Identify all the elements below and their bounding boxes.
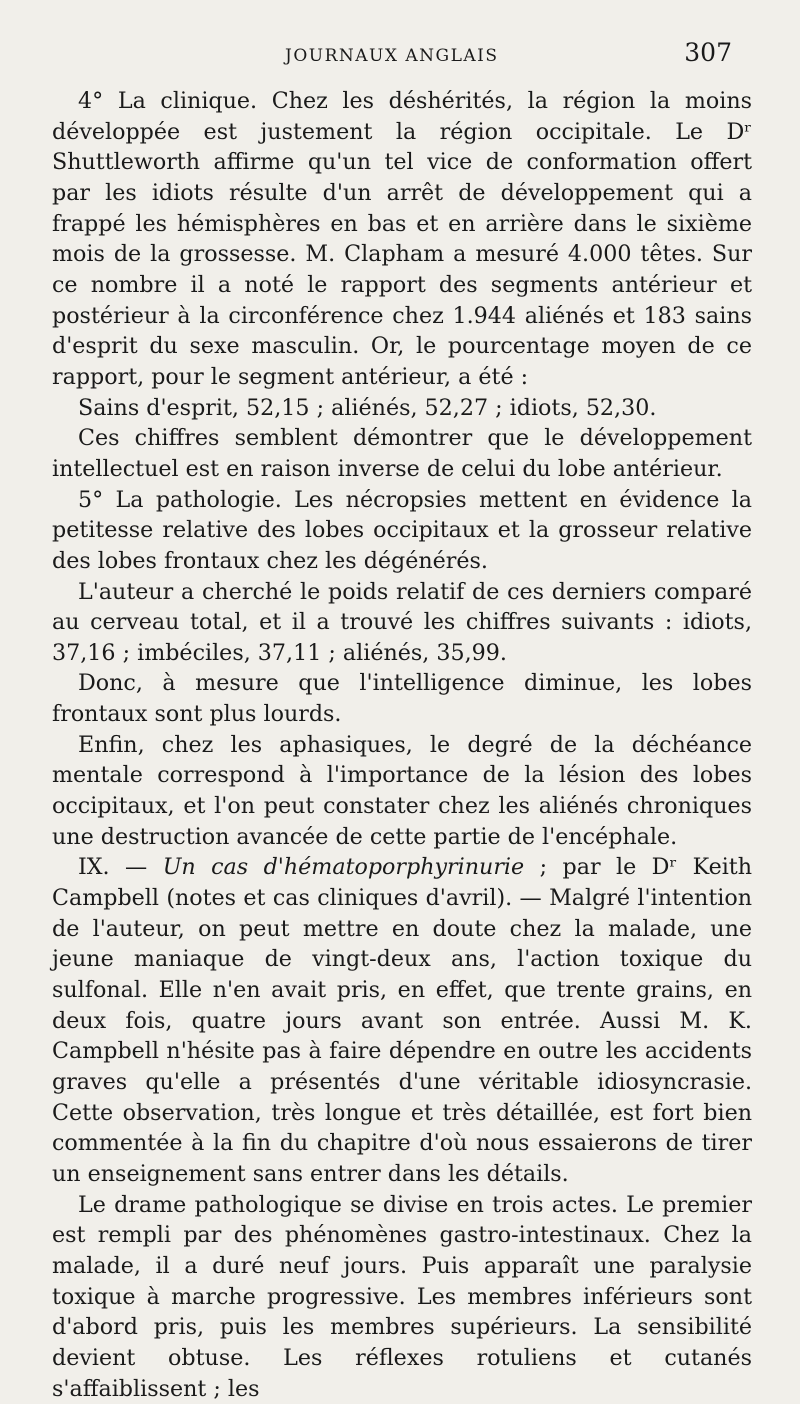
paragraph-section-ix (52, 852, 752, 1189)
page-number: 307 (684, 38, 732, 67)
paragraph-aphasiques: Enfin, chez les aphasiques, le degré de la déchéance mentale correspond à l'importance de la lésion des lobes occipitaux, et l'on peut constater chez les aliénés chroniques une destruction avancée de cette partie de l'encéphale. (52, 731, 752, 850)
paragraph-poids-relatif: L'auteur a cherché le poids relatif de ces derniers comparé au cerveau total, et il a trouvé les chiffres suivants : idiots, 37,16 ; imbéciles, 37,11 ; aliénés, 35,99. (52, 578, 752, 666)
paragraph-measurements: Sains d'esprit, 52,15 ; aliénés, 52,27 ; idiots, 52,30. (78, 394, 657, 421)
page-body (52, 86, 752, 1404)
paragraph-clinique: 4° La clinique. Chez les déshérités, la région la moins développée est justement la région occipitale. Le Dʳ Shuttleworth affirme qu'un tel vice de conformation offert par les idiots résulte d'un arrêt de développement qui a frappé les hémisphères en bas et en arrière dans le sixième mois de la grossesse. M. Clapham a mesuré 4.000 têtes. Sur ce nombre il a noté le rapport des segments antérieur et postérieur à la circonférence chez 1.944 aliénés et 183 sains d'esprit du sexe masculin. Or, le pourcentage moyen de ce rapport, pour le segment antérieur, a été : (52, 88, 752, 390)
paragraph-pathologie: 5° La pathologie. Les nécropsies mettent en évidence la petitesse relative des lobes occipitaux et la grosseur relative des lobes frontaux chez les dégénérés. (52, 486, 752, 574)
paragraph-drame-pathologique: Le drame pathologique se divise en trois actes. Le premier est rempli par des phénomènes gastro-intestinaux. Chez la malade, il a duré neuf jours. Puis apparaît une paralysie toxique à marche progressive. Les membres inférieurs sont d'abord pris, puis les membres supérieurs. La sensibilité devient obtuse. Les réflexes rotuliens et cutanés s'affaiblissent ; les (52, 1191, 752, 1402)
section-ix-number: IX. — (78, 854, 163, 881)
section-ix-text: ; par le Dʳ Keith Campbell (notes et cas cliniques d'avril). — Malgré l'intention de l'auteur, on peut mettre en doute chez la malade, une jeune maniaque de vingt-deux ans, l'action toxique du sulfonal. Elle n'en avait pris, en effet, que trente grains, en deux fois, quatre jours avant son entrée. Aussi M. K. Campbell n'hésite pas à faire dépendre en outre les accidents graves qu'elle a présentés d'une véritable idiosyncrasie. Cette observation, très longue et très détaillée, est fort bien commentée à la fin du chapitre d'où nous essaierons de tirer un enseignement sans entrer dans les détails. (52, 854, 752, 1187)
running-head: JOURNAUX ANGLAIS (285, 46, 499, 66)
paragraph-lobes-frontaux: Donc, à mesure que l'intelligence diminue, les lobes frontaux sont plus lourds. (52, 670, 752, 728)
section-ix-title: Un cas d'hématoporphyrinurie (162, 854, 525, 881)
paragraph-conclusion: Ces chiffres semblent démontrer que le développement intellectuel est en raison inverse de celui du lobe antérieur. (52, 425, 752, 482)
page-header (0, 38, 800, 78)
